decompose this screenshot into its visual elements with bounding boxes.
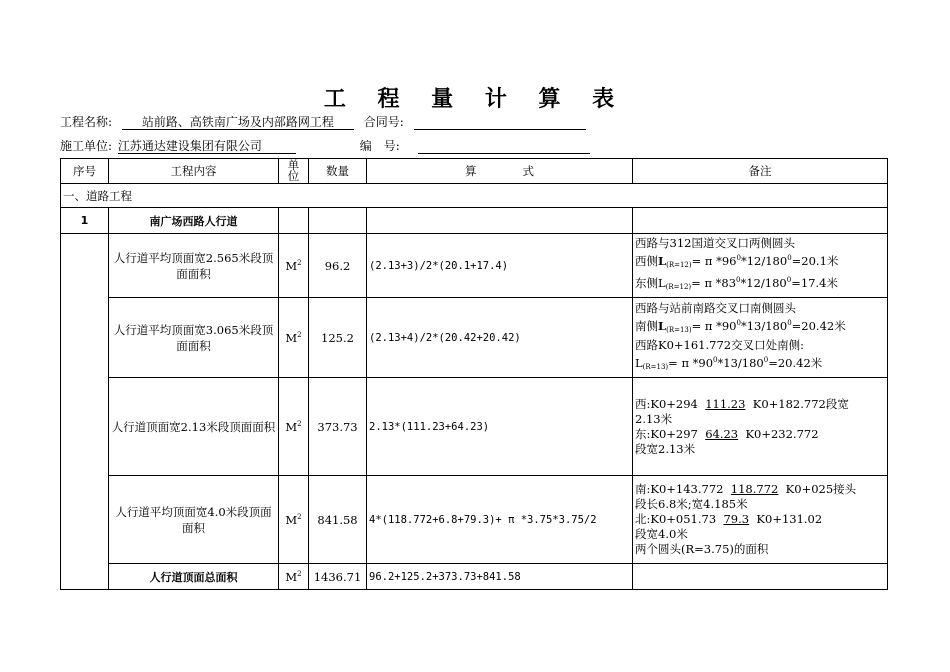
contract-label: 合同号: [363, 115, 404, 129]
row-content: 人行道顶面宽2.13米段顶面面积 [109, 378, 279, 476]
col-remark: 备注 [633, 159, 888, 184]
col-qty: 数量 [309, 159, 367, 184]
contract-number-field [414, 113, 586, 130]
code-label: 编 号: [359, 139, 400, 153]
group-row [61, 208, 888, 234]
row-unit: $M^2$ [279, 234, 309, 298]
col-seq: 序号 [61, 159, 109, 184]
col-unit: 单 位 [279, 159, 309, 184]
section-label: 一、道路工程 [61, 184, 888, 208]
row-remark: 西路与站前南路交叉口南侧圆头 南侧$L_{(R=13)}= \pi$ $*90^0*13/180^0=20.42$米 西路K0+161.772交叉口处南侧: $L_{(R=13)}= \pi$ $*90^0*13/180^0=20.42$米 [633, 298, 888, 378]
row-formula: (2.13+4)/2*(20.42+20.42) [367, 298, 633, 378]
total-row [61, 564, 888, 590]
row-content: 人行道平均顶面宽4.0米段顶面面积 [109, 476, 279, 564]
col-formula: 算 式 [367, 159, 633, 184]
row-qty: 841.58 [309, 476, 367, 564]
group-name: 南广场西路人行道 [109, 208, 279, 234]
row-remark: 西路与312国道交叉口两侧圆头 西侧$L_{(R=12)}= \pi$ $*96^0*12/180^0=20.1$米 东侧$L_{(R=12)}= \pi$ $*83^0*12/180^0=17.4$米 [633, 234, 888, 298]
row-qty: 373.73 [309, 378, 367, 476]
col-content: 工程内容 [109, 159, 279, 184]
row-unit: $M^2$ [279, 378, 309, 476]
total-content: 人行道顶面总面积 [109, 564, 279, 590]
row-formula: (2.13+3)/2*(20.1+17.4) [367, 234, 633, 298]
project-row [60, 113, 586, 130]
unit-row [60, 137, 590, 154]
row-remark: 南:K0+143.772 118.772 K0+025接头 段长6.8米;宽4.185米 北:K0+051.73 79.3 K0+131.02 段宽4.0米 两个圆头(R=3.75)的面积 [633, 476, 888, 564]
quantity-table [60, 158, 888, 590]
row-formula: 2.13*(111.23+64.23) [367, 378, 633, 476]
table-row [61, 378, 888, 476]
project-label: 工程名称: [60, 115, 113, 129]
row-unit: $M^2$ [279, 476, 309, 564]
group-seq: 1 [61, 208, 109, 234]
code-number-field [418, 137, 590, 154]
row-remark: 西:K0+294 111.23 K0+182.772段宽 2.13米 东:K0+297 64.23 K0+232.772 段宽2.13米 [633, 378, 888, 476]
row-qty: 96.2 [309, 234, 367, 298]
row-unit: $M^2$ [279, 298, 309, 378]
table-row [61, 476, 888, 564]
total-formula: 96.2+125.2+373.73+841.58 [367, 564, 633, 590]
table-row [61, 298, 888, 378]
unit-label: 施工单位: [60, 139, 113, 153]
table-row [61, 234, 888, 298]
construction-unit-field: 江苏通达建设集团有限公司 [118, 137, 296, 154]
section-row [61, 184, 888, 208]
row-content: 人行道平均顶面宽2.565米段顶面面积 [109, 234, 279, 298]
seq-cell [61, 234, 109, 590]
project-name-field: 站前路、高铁南广场及内部路网工程 [122, 113, 354, 130]
row-qty: 125.2 [309, 298, 367, 378]
row-content: 人行道平均顶面宽3.065米段顶面面积 [109, 298, 279, 378]
row-formula: 4*(118.772+6.8+79.3)+ π *3.75*3.75/2 [367, 476, 633, 564]
total-unit: $M^2$ [279, 564, 309, 590]
page-title: 工 程 量 计 算 表 [323, 86, 627, 112]
total-qty: 1436.71 [309, 564, 367, 590]
table-header-row [61, 159, 888, 184]
